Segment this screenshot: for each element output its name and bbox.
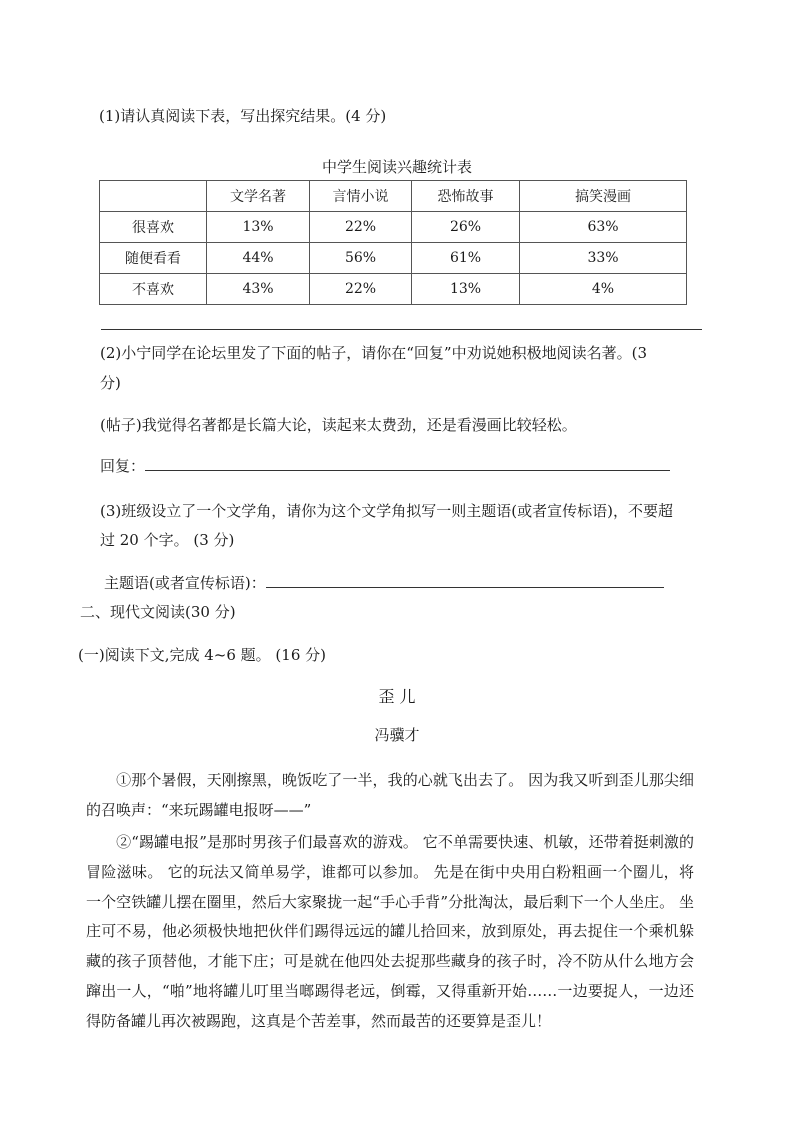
table-title: 中学生阅读兴趣统计表 xyxy=(321,158,472,176)
reply-answer-line[interactable] xyxy=(145,456,670,471)
reading-interest-table xyxy=(99,180,687,305)
slogan-label: 主题语(或者宣传标语)： xyxy=(104,574,266,592)
question-2-line2: 分) xyxy=(100,374,121,392)
question-2-line1: (2)小宁同学在论坛里发了下面的帖子，请你在“回复”中劝说她积极地阅读名著。(3 xyxy=(100,344,647,362)
table-header-row xyxy=(100,181,687,212)
table-cell: 33% xyxy=(520,243,687,274)
table-header-cell: 言情小说 xyxy=(310,181,412,212)
article-author: 冯骥才 xyxy=(374,726,420,744)
table-row xyxy=(100,243,687,274)
answer-line-q1[interactable] xyxy=(101,329,702,330)
table-cell: 13% xyxy=(412,274,520,305)
table-cell: 61% xyxy=(412,243,520,274)
reply-row xyxy=(100,456,670,476)
question-3-line2: 过 20 个字。 (3 分) xyxy=(100,531,235,549)
section-subheading: (一)阅读下文,完成 4~6 题。 (16 分) xyxy=(78,646,326,664)
forum-post: (帖子)我觉得名著都是长篇大论，读起来太费劲，还是看漫画比较轻松。 xyxy=(100,416,577,434)
table-cell: 13% xyxy=(207,212,310,243)
section-heading: 二、现代文阅读(30 分) xyxy=(80,603,236,621)
table-cell: 22% xyxy=(310,274,412,305)
table-row xyxy=(100,212,687,243)
article-title: 歪 儿 xyxy=(378,687,416,706)
table-row-label: 很喜欢 xyxy=(100,212,207,243)
paragraph-2: ②“踢罐电报”是那时男孩子们最喜欢的游戏。 它不单需要快速、机敏，还带着挺刺激的冒险滋味。 它的玩法又简单易学，谁都可以参加。 先是在街中央用白粉粗画一个圈儿，将一个空铁罐儿摆在圈里，然后大家聚拢一起“手心手背”分批淘汰，最后剩下一个人坐庄。 坐庄可不易，他必须极快地把伙伴们踢得远远的罐儿拾回来，放到原处，再去捉住一个乘机躲藏的孩子顶替他，才能下庄；可是就在他四处去捉那些藏身的孩子时，冷不防从什么地方会蹿出一人，“啪”地将罐儿叮里当啷踢得老远，倒霉，又得重新开始……一边要捉人，一边还得防备罐儿再次被踢跑，这真是个苦差事，然而最苦的还要算是歪儿！ xyxy=(86,833,694,1030)
slogan-answer-line[interactable] xyxy=(266,573,664,588)
table-row-label: 不喜欢 xyxy=(100,274,207,305)
table-cell: 4% xyxy=(520,274,687,305)
table-cell: 22% xyxy=(310,212,412,243)
reply-label: 回复： xyxy=(100,457,146,475)
table-cell: 44% xyxy=(207,243,310,274)
question-3-line1: (3)班级设立了一个文学角，请你为这个文学角拟写一则主题语(或者宣传标语)，不要超 xyxy=(100,502,673,520)
table-cell: 63% xyxy=(520,212,687,243)
table-row-label: 随便看看 xyxy=(100,243,207,274)
table-cell: 26% xyxy=(412,212,520,243)
table-row xyxy=(100,274,687,305)
question-1: (1)请认真阅读下表，写出探究结果。(4 分) xyxy=(99,107,387,125)
table-header-cell: 搞笑漫画 xyxy=(520,181,687,212)
table-cell: 43% xyxy=(207,274,310,305)
slogan-row xyxy=(104,573,664,593)
table-cell: 56% xyxy=(310,243,412,274)
paragraph-1: ①那个暑假，天刚擦黑，晚饭吃了一半，我的心就飞出去了。 因为我又听到歪儿那尖细的召唤声：“来玩踢罐电报呀——” xyxy=(86,771,694,819)
table-header-cell: 恐怖故事 xyxy=(412,181,520,212)
table-header-cell xyxy=(100,181,207,212)
table-header-cell: 文学名著 xyxy=(207,181,310,212)
